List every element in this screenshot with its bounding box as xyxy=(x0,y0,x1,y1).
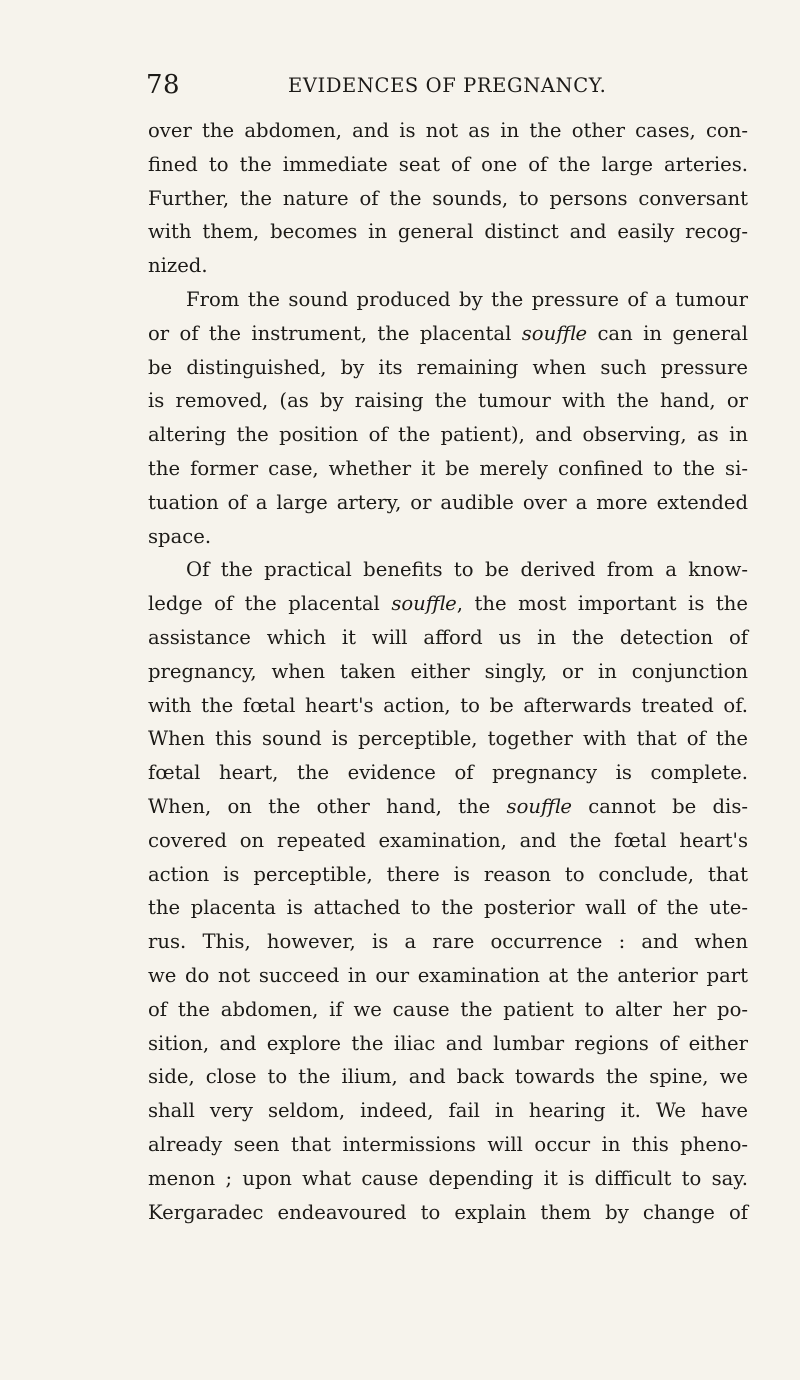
text-line: we do not succeed in our examination at the anterior part xyxy=(148,963,748,987)
running-head xyxy=(146,70,746,104)
page-number: 78 xyxy=(146,70,181,100)
text-line: altering the position of the patient), and observing, as in xyxy=(148,423,748,447)
text-line: Further, the nature of the sounds, to persons conversant xyxy=(148,186,748,210)
text-line: ledge of the placental souffle, the most important is the xyxy=(148,592,748,616)
text-line: space. xyxy=(148,524,212,548)
text-line: Of the practical benefits to be derived from a know- xyxy=(186,558,748,582)
text-line: sition, and explore the iliac and lumbar regions of either xyxy=(148,1031,748,1055)
text-line: menon ; upon what cause depending it is difficult to say. xyxy=(148,1166,748,1190)
text-line: with them, becomes in general distinct and easily recog- xyxy=(148,220,748,244)
text-line: is removed, (as by raising the tumour with the hand, or xyxy=(148,389,748,413)
text-line: be distinguished, by its remaining when such pressure xyxy=(148,355,748,379)
text-line: When this sound is perceptible, together with that of the xyxy=(148,727,748,751)
text-line: Kergaradec endeavoured to explain them by change of xyxy=(148,1200,748,1224)
text-line: of the abdomen, if we cause the patient to alter her po- xyxy=(148,997,748,1021)
text-line: nized. xyxy=(148,254,208,278)
text-line: the former case, whether it be merely confined to the si- xyxy=(148,456,748,480)
italic-term: souffle xyxy=(521,321,588,345)
text-line: action is perceptible, there is reason to conclude, that xyxy=(148,862,748,886)
text-line: or of the instrument, the placental souffle can in general xyxy=(148,321,748,345)
italic-term: souffle xyxy=(391,592,457,616)
italic-term: souffle xyxy=(506,794,572,818)
text-line: fined to the immediate seat of one of the large arteries. xyxy=(148,152,748,176)
text-line: tuation of a large artery, or audible over a more extended xyxy=(148,490,748,514)
text-line: side, close to the ilium, and back towards the spine, we xyxy=(148,1065,748,1089)
text-line: rus. This, however, is a rare occurrence : and when xyxy=(148,930,748,954)
text-line: pregnancy, when taken either singly, or in conjunction xyxy=(148,659,748,683)
text-line: fœtal heart, the evidence of pregnancy is complete. xyxy=(148,761,748,785)
body-text xyxy=(148,114,748,1229)
text-line: the placenta is attached to the posterior wall of the ute- xyxy=(148,896,748,920)
text-line: covered on repeated examination, and the fœtal heart's xyxy=(148,828,748,852)
text-line: with the fœtal heart's action, to be afterwards treated of. xyxy=(148,693,748,717)
text-line: over the abdomen, and is not as in the other cases, con- xyxy=(148,119,748,142)
text-line: already seen that intermissions will occur in this pheno- xyxy=(148,1132,748,1156)
text-line: shall very seldom, indeed, fail in hearing it. We have xyxy=(148,1099,748,1123)
text-line: From the sound produced by the pressure of a tumour xyxy=(186,287,748,311)
running-title: EVIDENCES OF PREGNANCY. xyxy=(288,74,607,97)
text-line: When, on the other hand, the souffle cannot be dis- xyxy=(148,794,749,818)
text-line: assistance which it will afford us in the detection of xyxy=(148,625,748,649)
